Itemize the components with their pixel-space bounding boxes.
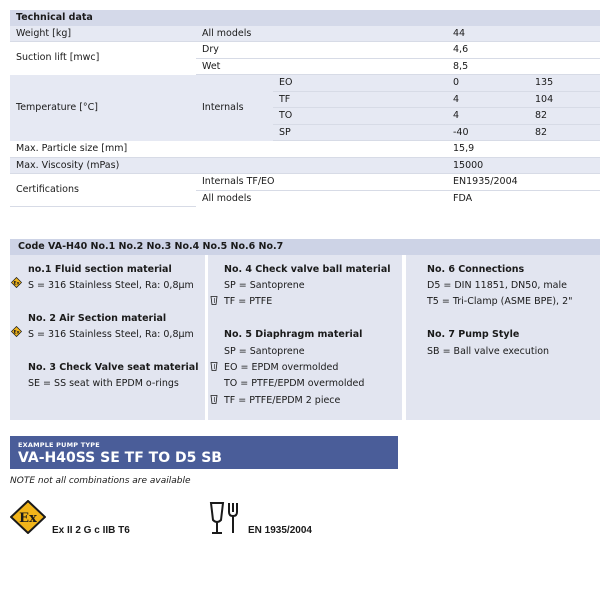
temp-min: -40	[453, 126, 469, 138]
suction-dry-row	[196, 42, 600, 58]
panel3-title-1: No. 6 Connections	[427, 264, 525, 275]
temp-max: 82	[535, 110, 548, 122]
panel2-title-2: No. 5 Diaphragm material	[224, 329, 363, 340]
svg-text:Ex: Ex	[13, 330, 20, 336]
example-pump-type-box	[10, 436, 398, 469]
weight-row	[10, 26, 600, 42]
code-panel-2	[208, 255, 402, 420]
atex-ex-icon	[11, 277, 22, 288]
temperature-block	[10, 75, 600, 141]
weight-sub: All models	[202, 28, 252, 39]
panel2-line-6: TF = PTFE/EPDM 2 piece	[224, 395, 341, 406]
panel2-line-2: TF = PTFE	[224, 296, 273, 307]
food-safe-glass-icon	[210, 296, 218, 305]
example-label: EXAMPLE PUMP TYPE	[18, 441, 100, 449]
suction-dry-value: 4,6	[453, 44, 469, 56]
temperature-row-sp	[273, 125, 600, 141]
certifications-block	[10, 174, 600, 207]
panel3-line-3: SB = Ball valve execution	[427, 346, 550, 357]
panel2-line-1: SP = Santoprene	[224, 280, 305, 291]
panel1-line-3: SE = SS seat with EPDM o-rings	[28, 378, 179, 389]
note-text: NOTE not all combinations are available	[10, 476, 191, 486]
panel1-title-3: No. 3 Check Valve seat material	[28, 362, 199, 373]
code-section	[10, 239, 600, 406]
suction-wet-label: Wet	[202, 60, 221, 72]
temperature-row-to	[273, 108, 600, 124]
code-panel-3	[406, 255, 600, 420]
food-safe-glass-icon	[210, 362, 218, 371]
weight-label: Weight [kg]	[16, 28, 72, 39]
temp-name: SP	[279, 126, 291, 138]
panel3-line-2: T5 = Tri-Clamp (ASME BPE), 2"	[427, 296, 573, 307]
panel1-title-1: no.1 Fluid section material	[28, 264, 172, 275]
temperature-label: Temperature [°C]	[16, 102, 98, 114]
panel3-line-1: D5 = DIN 11851, DN50, male	[427, 280, 567, 291]
cert-sub-2: All models	[202, 192, 252, 204]
cert-value-1: EN1935/2004	[453, 176, 518, 188]
svg-text:Ex: Ex	[19, 511, 37, 526]
particle-label: Max. Particle size [mm]	[16, 143, 128, 155]
cert-row-2	[196, 191, 600, 207]
atex-ex-icon	[11, 326, 22, 337]
temp-min: 4	[453, 110, 460, 122]
panel2-line-5: TO = PTFE/EPDM overmolded	[224, 378, 365, 389]
temp-name: TO	[279, 110, 293, 122]
temp-max: 135	[535, 77, 554, 89]
code-title: Code VA-H40 No.1 No.2 No.3 No.4 No.5 No.6 No.7	[10, 239, 600, 255]
temperature-row-eo	[273, 75, 600, 91]
certifications-label: Certifications	[16, 184, 79, 196]
panel2-title-1: No. 4 Check valve ball material	[224, 264, 391, 275]
temp-max: 82	[535, 126, 548, 138]
viscosity-label: Max. Viscosity (mPas)	[16, 159, 120, 171]
viscosity-row	[10, 158, 600, 174]
particle-value: 15,9	[453, 143, 475, 155]
cert-sub-1: Internals TF/EO	[202, 176, 275, 188]
svg-text:Ex: Ex	[13, 281, 20, 287]
suction-label: Suction lift [mwc]	[16, 52, 100, 64]
panel3-title-2: No. 7 Pump Style	[427, 329, 520, 340]
panel1-line-2: S = 316 Stainless Steel, Ra: 0,8µm	[28, 329, 194, 340]
temp-min: 0	[453, 77, 460, 89]
suction-wet-row	[196, 59, 600, 75]
food-safe-glass-icon	[210, 395, 218, 404]
weight-value: 44	[453, 28, 466, 39]
temp-name: EO	[279, 77, 293, 89]
atex-ex-icon	[10, 500, 46, 534]
temperature-internals-label: Internals	[202, 102, 244, 114]
temp-min: 4	[453, 93, 460, 105]
suction-dry-label: Dry	[202, 44, 219, 56]
atex-marking: Ex II 2 G c IIB T6	[52, 525, 130, 536]
technical-data-table	[10, 10, 600, 207]
viscosity-value: 15000	[453, 159, 484, 171]
technical-data-title: Technical data	[10, 10, 600, 26]
panel2-line-3: SP = Santoprene	[224, 346, 305, 357]
food-safe-marking: EN 1935/2004	[248, 525, 312, 536]
panel1-title-2: No. 2 Air Section material	[28, 313, 167, 324]
cert-value-2: FDA	[453, 192, 473, 204]
suction-wet-value: 8,5	[453, 60, 469, 72]
panel2-line-4: EO = EPDM overmolded	[224, 362, 339, 373]
suction-block	[10, 42, 600, 75]
panel1-line-1: S = 316 Stainless Steel, Ra: 0,8µm	[28, 280, 194, 291]
example-value: VA-H40SS SE TF TO D5 SB	[18, 450, 222, 466]
temp-max: 104	[535, 93, 554, 105]
cert-row-1	[196, 174, 600, 190]
particle-row	[10, 141, 600, 157]
code-panels	[10, 255, 600, 420]
temp-name: TF	[279, 93, 291, 105]
code-panel-1	[10, 255, 205, 420]
food-safe-glass-fork-icon	[208, 500, 244, 536]
temperature-row-tf	[273, 92, 600, 108]
